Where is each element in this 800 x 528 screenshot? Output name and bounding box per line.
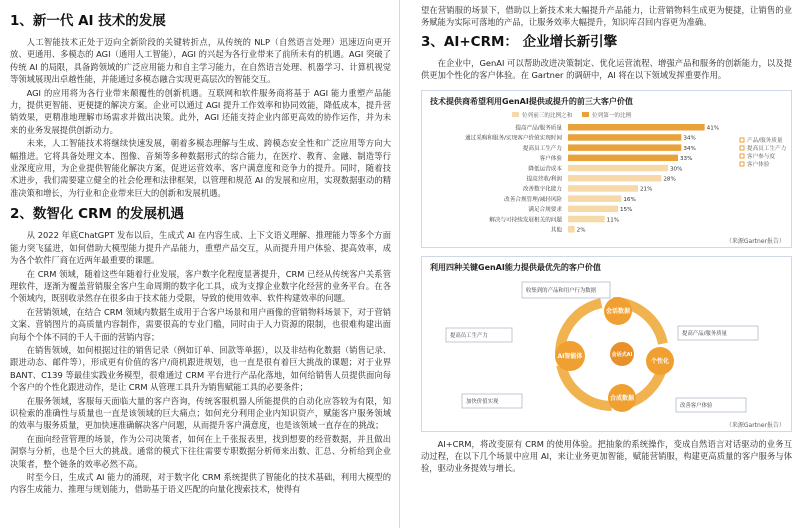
right-intro-paragraph: 望在营销服的场景下，借助以上新技术来大幅提升产品能力，让营销物料生成更为便捷，让销售的业务赋能为实际可落地的产品，让服务效率大幅提升，知识库召回内容更为准确。 (421, 5, 792, 28)
side-legend-label-4: 客户体验 (747, 161, 770, 168)
bar-value-label: 28% (663, 176, 676, 183)
bar-category-label: 提高产品/服务质量 (515, 125, 562, 132)
bar (568, 134, 681, 141)
section3-heading: 3、AI+CRM： 企业增长新引擎 (421, 33, 618, 50)
bar-category-label: 改善数字化能力 (522, 186, 562, 193)
bar (568, 144, 681, 151)
center-label: AI智能体 (557, 352, 583, 360)
value-label-4: 加快价值实现 (466, 398, 499, 405)
legend-label-1: 位列前三的比例之和 (522, 112, 573, 119)
bar-category-label: 改善合规管理/减轻风险 (504, 196, 562, 203)
bar-category-label: 满足合规要求 (528, 206, 562, 213)
bar-category-label: 解决与可持续发展相关的问题 (489, 216, 562, 223)
value-label-5: 改善客户体验 (680, 402, 713, 409)
bar-chart-svg (422, 110, 791, 245)
bar-category-label: 通过采购和服务/实现客户价值实现时间 (465, 135, 562, 142)
bar-category-label: 提高营收/利润 (526, 176, 562, 183)
capability-label-2: 个性化 (650, 357, 670, 365)
bar (568, 124, 705, 131)
chart-legend (512, 111, 632, 119)
bar (568, 195, 621, 202)
bar-value-label: 34% (683, 135, 696, 142)
section1-heading: 1、新一代 AI 技术的发展 (10, 13, 166, 29)
capability-diagram-svg (422, 276, 791, 426)
bar (568, 164, 668, 171)
section1-paragraph-2: AGI 的应用将为各行业带来颠覆性的创新机遇。互联网和软件服务商将基于 AGI 能力重塑产品能力，提供更智能、更便捷的解决方案。企业可以通过 AGI 提升工作效率和协同效能，降低成本，提升营销效果，更精准地理解市场需求并做出决策。此外，AGI 还能支持企业内部更高效的协作运作，并为未来的业务发展提供创新动力。 (10, 87, 391, 135)
capability-label-3: 合成数据 (609, 394, 635, 402)
section2-paragraph-4: 在销售领域，如何根据过往的销售记录（例如订单、回款等单据），以及非结构化数据（销售记录、跟进动态、邮件等），形成更有价值的客户/商机跟进规划，也一直是很有着巨大挑战的课题；对于业界 BANT、C139 等最佳实践业务模型，很难通过 CRM 平台进行产品化落地，如何给销售人员提供面向每个客户的个性化跟进动作，是让 CRM 从管理工具升为销售赋能工具的必要条件； (10, 344, 391, 393)
figure-capability-diagram (421, 256, 792, 432)
section1-paragraph-1: 人工智能技术正处于迈向全新阶段的关键转折点，从传统的 NLP（自然语言处理）迅速迈向更开放、更通用、多模态的 AGI（通用人工智能），AGI 的兴起为各行业带来了前所未有的机遇。AGI 突破了传统 AI 的局限，具备跨领域的广泛应用能力和自主学习能力，在自然语言处理、机器学习、计算机视觉等领域展现出卓越性能，并能通过多模态融合实现更高层次的智能交互。 (10, 37, 391, 85)
section2-paragraph-7: 时至今日，生成式 AI 能力的涌现，对于数字化 CRM 系统提供了智能化的技术基础，利用大模型的内容生成能力、推理与规划能力，借助基于语义匹配的向量化搜索技术，使得有 (10, 472, 391, 495)
side-legend-swatch-2 (740, 146, 744, 150)
section1-paragraph-3: 未来，人工智能技术将继续快速发展，朝着多模态理解与生成、跨模态安全性和广泛应用等方向大幅推进。它将具备处理文本、图像、音频等多种数据形式的综合能力，在医疗、教育、金融、制造等行业深度应用，为企业提供智能化解决方案，促进运营效率、客户满意度和竞争力的提升。同时，随着技术进步，我们需要建立健全的社会伦理和法律框架，以管理和规范 AI 的发展和应用，实现数据驱动的精准决策和增长，为行业和企业带来巨大的创新和发展机遇。 (10, 138, 391, 198)
legend-label-2: 位列第一的比例 (592, 112, 632, 119)
bar-value-label: 33% (680, 155, 693, 162)
figure1-source: （来源Gartner报告） (725, 237, 785, 245)
bar (568, 226, 575, 233)
figure2-title: 利用四种关键GenAI能力提供最优先的客户价值 (430, 262, 601, 272)
bar-value-label: 34% (683, 145, 696, 152)
bar-value-label: 21% (640, 186, 653, 193)
side-legend-swatch-1 (740, 138, 744, 142)
right-column (401, 0, 800, 528)
figure1-title: 技术提供商希望利用GenAI提供或提升的前三大客户价值 (430, 96, 633, 106)
section3-paragraph: 在企业中，GenAI 可以帮助改进决策制定、优化运营流程、增强产品和服务的创新能力，以及提供更加个性化的客户体验。在 Gartner 的调研中，AI 将在以下领域发挥重要作用。 (421, 57, 792, 81)
legend-swatch-1 (512, 112, 519, 117)
figure2-source: （来源Gartner报告） (725, 421, 785, 429)
value-label-2: 提高员工生产力 (450, 332, 488, 339)
figure-bar-chart (421, 90, 792, 248)
bar (568, 215, 605, 222)
value-label-3: 提高产品/服务质量 (682, 330, 727, 337)
value-label-1: 收集到的产品和用户行为数据 (526, 287, 597, 294)
side-legend-label-1: 产品/服务质量 (747, 137, 783, 144)
bar (568, 185, 638, 192)
section2-paragraph-3: 在营销领域，在结合 CRM 领域内数据生成用于合客户场景和用户画像的营销物料场景下，对于营销文案、营销图片的高质量内容制作，需要很高的专业门槛，同时由于人力资源的限制，也很难构建出面向每个个体不同的千人千面的营销内容； (10, 306, 391, 342)
section2-paragraph-1: 从 2022 年底ChatGPT 发布以后，生成式 AI 在内容生成、上下文语义理解、推理能力等多个方面能力突飞猛进，如何借助大模型能力提升产品能力，重塑产品交互，从而提升用户体验、提高效率，成为各个软件厂商在近两年最重要的课题。 (10, 230, 391, 266)
bar-category-label: 降低运营成本 (528, 165, 562, 172)
bar-category-label: 其他 (550, 227, 562, 234)
section2-paragraph-2: 在 CRM 领域，随着这些年随着行业发展，客户数字化程度显著提升，CRM 已经从传统客户关系管理软件，逐渐为覆盖营销服全客户生命周期的数字化工具，成为支撑企业数字化经营的业务平台。在各个领域内，既别收录然存在很多由于技术能力受限，导致的使用效率、软件构建效率的问题。 (10, 268, 391, 304)
bar-value-label: 15% (620, 206, 633, 213)
bar (568, 175, 661, 182)
bar (568, 205, 618, 212)
bar-value-label: 11% (606, 216, 620, 223)
legend-swatch-2 (582, 112, 589, 117)
capability-label-4: 会话式AI (611, 351, 633, 358)
bar-value-label: 16% (623, 196, 636, 203)
bar-category-label: 客户体验 (539, 155, 562, 162)
side-legend-label-2: 提高员工生产力 (747, 145, 787, 152)
bar-category-label: 提高员工生产力 (522, 145, 562, 152)
side-legend-swatch-3 (740, 154, 744, 158)
side-legend-swatch-4 (740, 162, 744, 166)
bar (568, 154, 678, 161)
bar-value-label: 2% (576, 227, 586, 234)
side-legend-label-3: 客户参与度 (747, 153, 775, 160)
capability-label-1: 会话数据 (605, 307, 631, 315)
closing-paragraph: AI+CRM，将改变原有 CRM 的使用体验。把抽象的系统操作，变成自然语言对话驱动的业务互动过程，在以下几个场景中应用 AI，来让业务更加智能，赋能营销服，构建更高质量的客户服务与体验，驱动业务提效与增长。 (421, 438, 792, 474)
bar-value-label: 41% (706, 125, 720, 132)
section2-heading: 2、数智化 CRM 的发展机遇 (10, 206, 185, 223)
bar-value-label: 30% (670, 165, 683, 172)
section2-paragraph-5: 在服务领域，客服每天面临大量的客户咨询，传统客服机器人所能提供的自动化应答较为有限，知识检索的准确性与质量也一直是该领域的巨大痛点；如何充分利用企业内知识资产，赋能客户服务领域的效率与服务质量，更加快速准确解决客户问题，从而提升客户满意度，也是该领域一直存在的挑战； (10, 395, 391, 431)
section2-paragraph-6: 在面向经营管理的场景，作为公司决策者，如何在上千张报表里，找到想要的经营数据，并且做出洞察与分析，也是个巨大的挑战。通常的模式下往往需要专职数据分析师来出数、汇总、分析给到企业决策者，整个链条的效率必然不高。 (10, 433, 391, 469)
